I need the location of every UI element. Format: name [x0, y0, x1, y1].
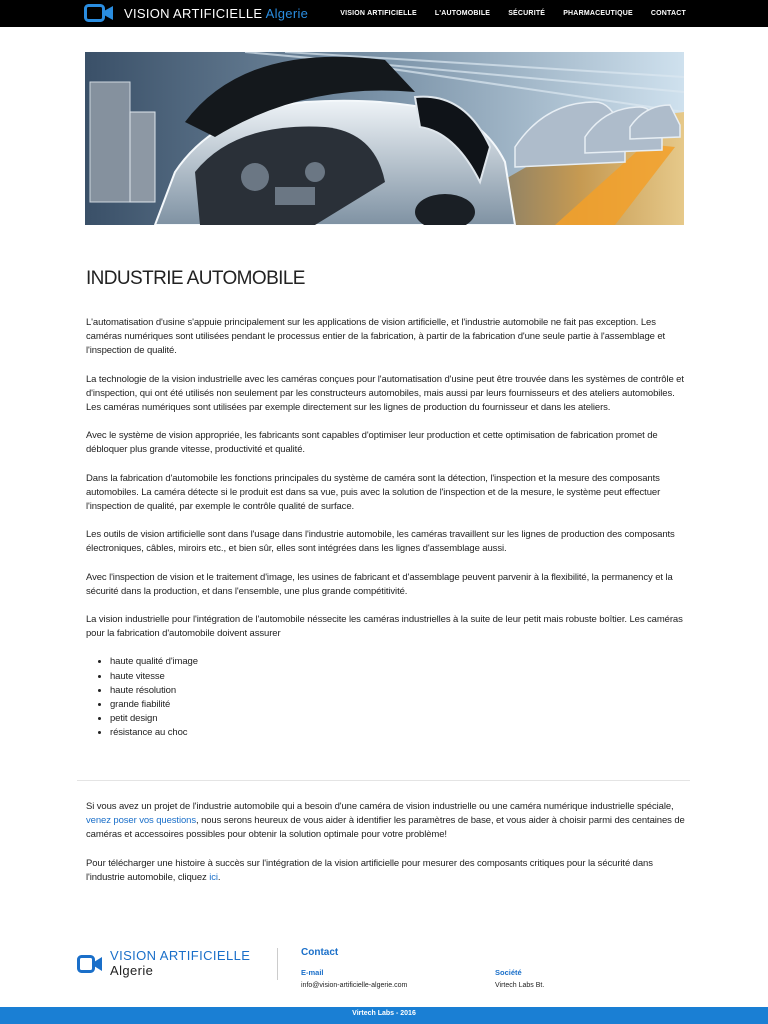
footer-company-label: Société: [495, 968, 522, 977]
video-camera-icon: [84, 3, 114, 23]
page-title: INDUSTRIE AUTOMOBILE: [86, 268, 305, 289]
paragraph: Avec l'inspection de vision et le traitement d'image, les usines de fabricant et d'assemblage peuvent parvenir à la flexibilité, la permanency et la sécurité dans la production, et dans l'ensemble, une plus grande compétitivité.: [86, 571, 673, 597]
download-text: .: [217, 871, 221, 883]
paragraph: La technologie de la vision industrielle avec les caméras conçues pour l'automatisation d'usine peut être trouvée dans les systèmes de contrôle et d'inspection, qui ont été utilisés non seulement par les constructeurs automobiles, mais aussi par leurs fournisseurs et des ateliers automobiles. Les caméras numériques sont utilisées par exemple directement sur les lignes de production du fournisseur et dans les ateliers.: [86, 373, 684, 414]
hero-image: [85, 52, 684, 225]
paragraph: Avec le système de vision appropriée, les fabricants sont capables d'optimiser leur production et cette optimisation de fabrication promet de débloquer plus grande vitesse, productivité et qualité.: [86, 430, 658, 456]
site-logo[interactable]: [84, 3, 308, 23]
list-item: • grande fiabilité: [110, 698, 686, 712]
video-camera-icon: [77, 954, 103, 974]
footer-logo[interactable]: [77, 948, 250, 978]
list-item: • résistance au choc: [110, 726, 686, 740]
paragraph: L'automatisation d'usine s'appuie principalement sur les applications de vision artificielle, et l'industrie automobile ne fait pas exception. Les caméras numériques sont utilisées pendant le processus entier de la fabrication, à partir de la fabrication d'une seule partie à l'assemblage et l'inspection de qualité.: [86, 317, 666, 357]
list-item: • haute qualité d'image: [110, 655, 686, 669]
download-paragraph: [86, 857, 686, 885]
nav-pharmaceutique[interactable]: PHARMACEUTIQUE: [563, 10, 633, 17]
list-item: • haute résolution: [110, 684, 686, 698]
footer-logo-line1: VISION ARTIFICIELLE: [110, 948, 251, 963]
download-text: Pour télécharger une histoire à succès sur l'intégration de la vision artificielle pour mesurer des composants critiques pour la sécurité dans l'industrie automobile, cliquez: [86, 857, 653, 883]
nav-securite[interactable]: SÉCURITÉ: [508, 10, 546, 17]
logo-accent: Algerie: [265, 5, 309, 21]
footer-email-link[interactable]: info@vision-artificielle-algerie.com: [301, 982, 408, 989]
list-item: • petit design: [110, 712, 686, 726]
footer-divider: [277, 948, 278, 980]
divider: [77, 780, 690, 781]
nav-automobile[interactable]: L'AUTOMOBILE: [434, 10, 491, 17]
paragraph: Dans la fabrication d'automobile les fonctions principales du système de caméra sont la détection, l'inspection et la mesure des composants automobiles. La caméra détecte si le produit est dans sa vue, puis avec la solution de l'inspection et de la mesure, le système peut effectuer l'inspection de qualité, par exemple le contrôle qualité de surface.: [86, 472, 661, 513]
footer-company-name: Virtech Labs Bt.: [495, 982, 545, 989]
cta-text: Si vous avez un projet de l'industrie automobile qui a besoin d'une caméra de vision industrielle ou une caméra numérique industrielle spéciale,: [86, 801, 674, 812]
logo-title: VISION ARTIFICIELLE: [124, 5, 263, 21]
list-item: • haute vitesse: [110, 670, 686, 684]
main-nav: [322, 0, 686, 27]
nav-vision-artificielle[interactable]: VISION ARTIFICIELLE: [340, 10, 417, 17]
download-link[interactable]: ici: [209, 871, 218, 883]
car-assembly-line-photo: [85, 52, 684, 225]
nav-contact[interactable]: CONTACT: [650, 10, 686, 17]
call-to-action: [86, 800, 686, 899]
top-navigation-bar: [0, 0, 768, 27]
paragraph: Les outils de vision artificielle sont dans l'usage dans l'industrie automobile, les caméras travaillent sur les lignes de production des composants électroniques, câbles, miroirs etc., et bien sûr, elles sont intégrées dans les lignes d'assemblage aussi.: [86, 529, 675, 555]
cta-text: , nous serons heureux de vous aider à identifier les paramètres de base, et vous aider à choisir parmi des centaines de caméras et accessoires possibles pour obtenir la solution optimale pour votre problème!: [86, 815, 685, 841]
copyright-bar: Virtech Labs - 2016: [0, 1007, 768, 1024]
ask-questions-link[interactable]: venez poser vos questions: [86, 815, 196, 827]
paragraph: La vision industrielle pour l'intégration de l'automobile néssecite les caméras industrielles à la suite de leur petit mais robuste boîtier. Les caméras pour la fabrication d'automobile doivent assurer: [86, 614, 683, 640]
footer-contact-title: Contact: [301, 947, 339, 958]
cta-paragraph: [86, 800, 686, 843]
footer-email-label: E-mail: [301, 968, 324, 977]
footer-logo-line2: Algerie: [110, 963, 154, 978]
requirements-list: [86, 655, 686, 740]
article-body: [86, 316, 686, 741]
